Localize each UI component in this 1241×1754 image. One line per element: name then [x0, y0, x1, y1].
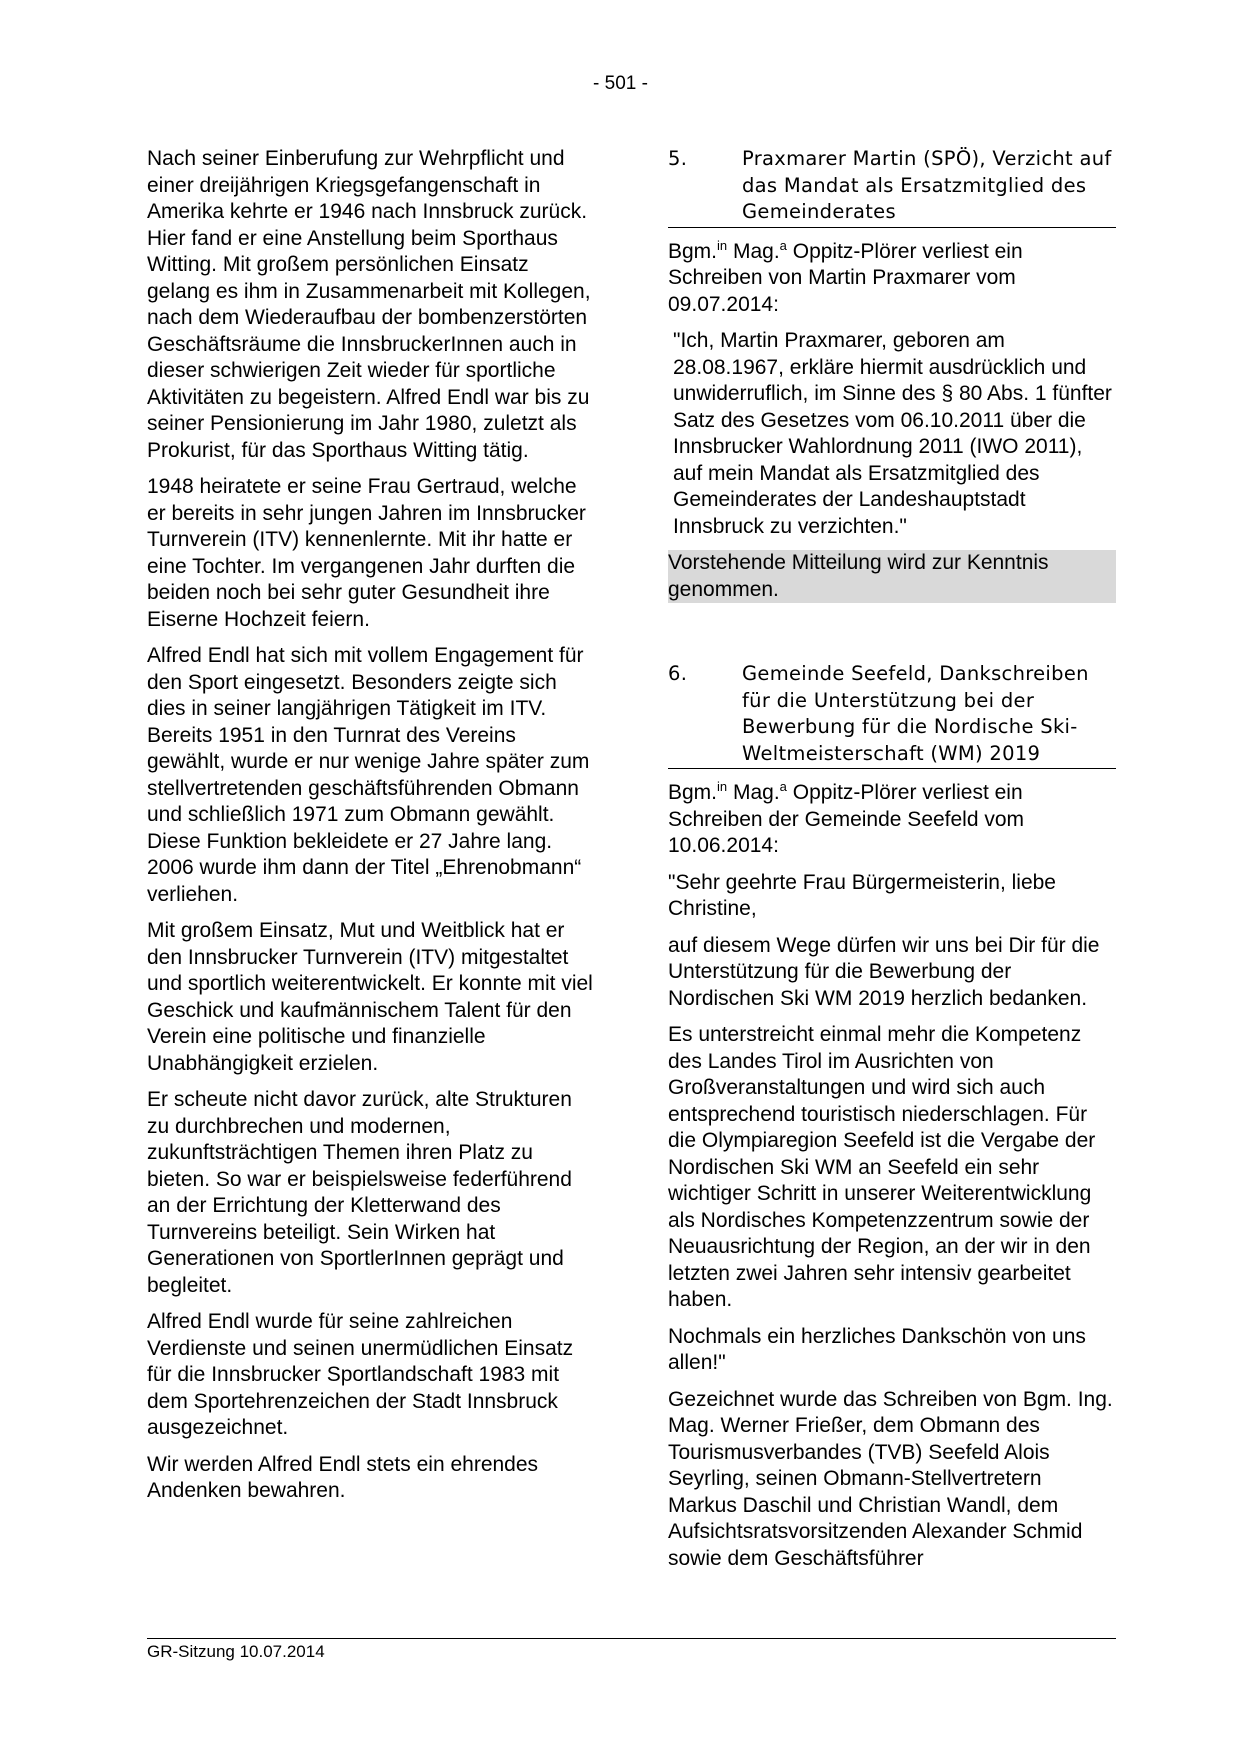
agenda-item-lead — [668, 239, 1116, 319]
agenda-item-number: 6. — [668, 662, 688, 685]
page-number: - 501 - — [593, 73, 648, 94]
lead-rest: Oppitz-Plörer verliest ein Schreiben von Martin Praxmarer vom 09.07.2014: — [668, 239, 1023, 316]
agenda-item-title: Praxmarer Martin (SPÖ), Verzicht auf das Mandat als Ersatzmitglied des Gemeinderates — [742, 147, 1112, 223]
lead-bgm: Bgm. — [668, 781, 718, 804]
footer-session-date: GR-Sitzung 10.07.2014 — [147, 1642, 325, 1661]
paragraph: Er scheute nicht davor zurück, alte Strukturen zu durchbrechen und modernen, zukunftsträchtigen Themen ihren Platz zu bieten. So war er beispielsweise federführend an der Errichtung der Kletterwand des Turnvereins beteiligt. Sein Wirken hat Generationen von SportlerInnen geprägt und begleitet. — [147, 1088, 572, 1297]
lead-bgm-sup: in — [717, 779, 728, 794]
lead-mag-sup: a — [779, 779, 787, 794]
lead-mag: Mag. — [727, 239, 780, 263]
paragraph: Alfred Endl wurde für seine zahlreichen Verdienste und seinen unermüdlichen Einsatz für die Innsbrucker Sportlandschaft 1983 mit dem Sportehrenzeichen der Stadt Innsbruck ausgezeichnet. — [147, 1310, 574, 1439]
footer-divider — [147, 1638, 1116, 1639]
agenda-item-title: Gemeinde Seefeld, Dankschreiben für die Unterstützung bei der Bewerbung für die Nordische Ski-Weltmeisterschaft (WM) 2019 — [742, 662, 1089, 765]
paragraph: auf diesem Wege dürfen wir uns bei Dir für die Unterstützung für die Bewerbung der Nordischen Ski WM 2019 herzlich bedanken. — [668, 933, 1100, 1010]
agenda-item-lead — [668, 780, 1116, 860]
quoted-letter: "Ich, Martin Praxmarer, geboren am 28.08.1967, erkläre hiermit ausdrücklich und unwiderruflich, im Sinne des § 80 Abs. 1 fünfter Satz des Gesetzes vom 06.10.2011 über die Innsbrucker Wahlordnung 2011 (IWO 2011), auf mein Mandat als Ersatzmitglied des Gemeinderates der Landeshauptstadt Innsbruck zu verzichten." — [673, 329, 1112, 538]
lead-mag: Mag. — [727, 781, 780, 804]
paragraph: Nach seiner Einberufung zur Wehrpflicht und einer dreijährigen Kriegsgefangenschaft in Amerika kehrte er 1946 nach Innsbruck zurück. Hier fand er eine Anstellung beim Sporthaus Witting. Mit großem persönlichen Einsatz gelang es ihm in Zusammenarbeit mit Kollegen, nach dem Wiederaufbau der bombenzerstörten Geschäftsräume die InnsbruckerInnen auch in dieser schwierigen Zeit wieder für sportliche Aktivitäten zu begeistern. Alfred Endl war bis zu seiner Pensionierung im Jahr 1980, zuletzt als Prokurist, für das Sporthaus Witting tätig. — [147, 147, 591, 462]
paragraph: Nochmals ein herzliches Dankschön von uns allen!" — [668, 1324, 1086, 1374]
paragraph: Es unterstreicht einmal mehr die Kompetenz des Landes Tirol im Ausrichten von Großveranstaltungen und wird sich auch entsprechend touristisch niederschlagen. Für die Olympiaregion Seefeld ist die Vergabe der Nordischen Ski WM an Seefeld ein sehr wichtiger Schritt in unserer Weiterentwicklung als Nordisches Kompetenzzentrum sowie der Neuausrichtung der Region, an der wir in den letzten zwei Jahren sehr intensiv gearbeitet haben. — [668, 1023, 1096, 1311]
lead-rest: Oppitz-Plörer verliest ein Schreiben der Gemeinde Seefeld vom 10.06.2014: — [668, 781, 1025, 857]
lead-bgm-sup: in — [717, 237, 728, 253]
agenda-item-6-heading — [668, 661, 1116, 769]
agenda-item-5-heading — [668, 146, 1116, 228]
paragraph: Mit großem Einsatz, Mut und Weitblick hat er den Innsbrucker Turnverein (ITV) mitgestaltet und sportlich weiterentwickelt. Er konnte mit viel Geschick und kaufmännischem Talent für den Verein eine politische und finanzielle Unabhängigkeit erzielen. — [147, 919, 593, 1075]
paragraph: 1948 heiratete er seine Frau Gertraud, welche er bereits in sehr jungen Jahren im Innsbrucker Turnverein (ITV) kennenlernte. Mit ihr hatte er eine Tochter. Im vergangenen Jahr durften die beiden noch bei sehr guter Gesundheit ihre Eiserne Hochzeit feiern. — [147, 475, 586, 631]
paragraph: "Sehr geehrte Frau Bürgermeisterin, liebe Christine, — [668, 870, 1056, 920]
paragraph: Wir werden Alfred Endl stets ein ehrendes Andenken bewahren. — [147, 1452, 539, 1502]
paragraph: Gezeichnet wurde das Schreiben von Bgm. Ing. Mag. Werner Frießer, dem Obmann des Tourismusverbandes (TVB) Seefeld Alois Seyrling, seinen Obmann-Stellvertretern Markus Daschil und Christian Wandl, dem Aufsichtsratsvorsitzenden Alexander Schmid sowie dem Geschäftsführer — [668, 1387, 1113, 1570]
agenda-item-number: 5. — [668, 147, 688, 170]
right-column — [668, 146, 1116, 1582]
lead-bgm: Bgm. — [668, 239, 718, 263]
section-spacer — [668, 613, 1116, 661]
lead-mag-sup: a — [779, 237, 787, 253]
paragraph: Alfred Endl hat sich mit vollem Engagement für den Sport eingesetzt. Besonders zeigte sich dies in seiner langjährigen Tätigkeit im ITV. Bereits 1951 in den Turnrat des Vereins gewählt, wurde er nur wenige Jahre später zum stellvertretenden geschäftsführenden Obmann und schließlich 1971 zum Obmann gewählt. Diese Funktion bekleidete er 27 Jahre lang. 2006 wurde ihm dann der Titel „Ehrenobmann“ verliehen. — [147, 644, 590, 906]
left-column — [147, 146, 595, 1515]
notice-box: Vorstehende Mitteilung wird zur Kenntnis genommen. — [668, 550, 1116, 603]
